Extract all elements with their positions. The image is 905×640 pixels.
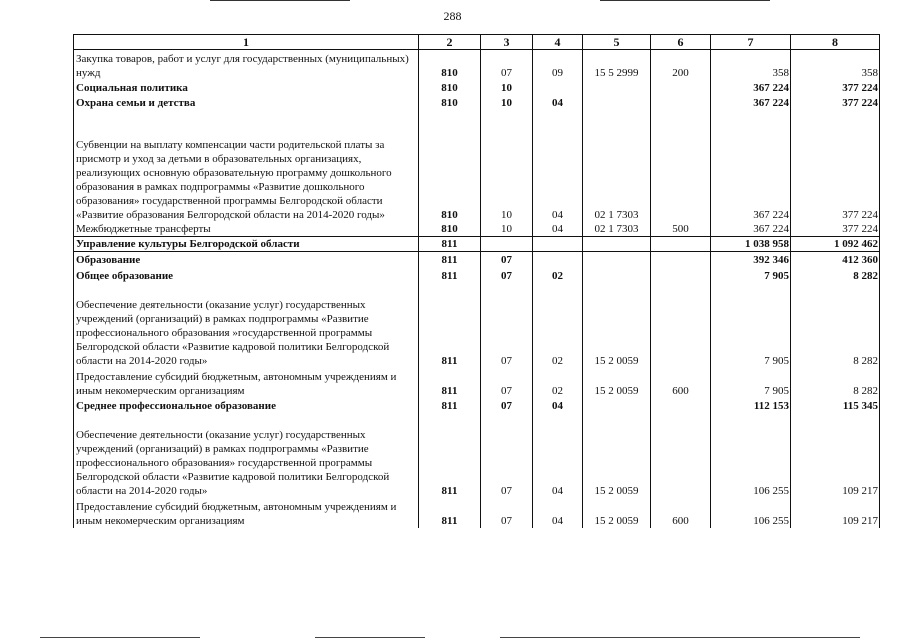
cell-amount-col8: 109 217 (791, 413, 880, 498)
budget-table-container (73, 34, 879, 528)
top-rule-right (600, 0, 770, 1)
cell-amount-col7: 358 (711, 50, 791, 80)
cell-amount-col8: 8 282 (791, 267, 880, 283)
cell-target-article (583, 80, 651, 95)
cell-expense-type (651, 398, 711, 413)
table-row (74, 252, 880, 267)
cell-target-article: 15 2 0059 (583, 283, 651, 368)
row-description: Общее образование (74, 267, 419, 283)
col-header-7: 7 (711, 35, 791, 50)
bottom-rule-right (500, 637, 860, 638)
cell-admin-code: 810 (419, 95, 481, 110)
cell-expense-type: 200 (651, 50, 711, 80)
table-row (74, 368, 880, 398)
cell-amount-col8: 377 224 (791, 80, 880, 95)
cell-amount-col7: 1 038 958 (711, 237, 791, 252)
cell-section (481, 237, 533, 252)
cell-amount-col7: 367 224 (711, 95, 791, 110)
budget-table (73, 34, 880, 528)
cell-expense-type (651, 283, 711, 368)
cell-admin-code: 811 (419, 398, 481, 413)
cell-expense-type (651, 110, 711, 222)
row-description: Образование (74, 252, 419, 267)
cell-target-article: 15 2 0059 (583, 413, 651, 498)
header-row (74, 35, 880, 50)
cell-amount-col8: 8 282 (791, 368, 880, 398)
cell-admin-code: 810 (419, 50, 481, 80)
cell-section: 10 (481, 110, 533, 222)
cell-subsection: 04 (533, 498, 583, 528)
cell-target-article (583, 237, 651, 252)
table-row (74, 222, 880, 237)
table-row (74, 95, 880, 110)
row-description: Обеспечение деятельности (оказание услуг) государственных учреждений (организаций) в рамках подпрограммы «Развитие профессионального образования» государственной программы Белгородской области «Развитие кадровой политики Белгородской области на 2014-2020 годы» (74, 413, 419, 498)
cell-section: 07 (481, 413, 533, 498)
cell-section: 10 (481, 95, 533, 110)
cell-amount-col8: 1 092 462 (791, 237, 880, 252)
cell-target-article: 15 2 0059 (583, 498, 651, 528)
table-body (74, 50, 880, 528)
cell-expense-type (651, 80, 711, 95)
cell-subsection: 02 (533, 283, 583, 368)
top-rule-left (210, 0, 350, 1)
cell-section: 07 (481, 498, 533, 528)
cell-expense-type: 500 (651, 222, 711, 237)
cell-subsection (533, 252, 583, 267)
cell-section: 07 (481, 283, 533, 368)
col-header-6: 6 (651, 35, 711, 50)
cell-amount-col8: 412 360 (791, 252, 880, 267)
cell-subsection: 04 (533, 95, 583, 110)
cell-amount-col8: 377 224 (791, 95, 880, 110)
row-description: Предоставление субсидий бюджетным, автономным учреждениям и иным некомерческим организациям (74, 498, 419, 528)
row-description: Предоставление субсидий бюджетным, автономным учреждениям и иным некомерческим организациям (74, 368, 419, 398)
cell-expense-type (651, 95, 711, 110)
table-row (74, 267, 880, 283)
cell-section: 07 (481, 267, 533, 283)
row-description: Субвенции на выплату компенсации части родительской платы за присмотр и уход за детьми в образовательных организациях, реализующих основную образовательную программу дошкольного образования в рамках подпрограммы «Развитие дошкольного образования» государственной программы Белгородской области «Развитие образования Белгородской области на 2014-2020 годы» (74, 110, 419, 222)
cell-expense-type: 600 (651, 368, 711, 398)
col-header-8: 8 (791, 35, 880, 50)
cell-amount-col8: 358 (791, 50, 880, 80)
col-header-2: 2 (419, 35, 481, 50)
table-row (74, 283, 880, 368)
cell-subsection (533, 237, 583, 252)
row-description: Закупка товаров, работ и услуг для государственных (муниципальных) нужд (74, 50, 419, 80)
cell-expense-type: 600 (651, 498, 711, 528)
row-description: Среднее профессиональное образование (74, 398, 419, 413)
cell-subsection (533, 80, 583, 95)
cell-amount-col7: 367 224 (711, 222, 791, 237)
cell-amount-col8: 109 217 (791, 498, 880, 528)
cell-target-article: 15 2 0059 (583, 368, 651, 398)
table-row (74, 110, 880, 222)
col-header-5: 5 (583, 35, 651, 50)
cell-expense-type (651, 252, 711, 267)
cell-admin-code: 811 (419, 252, 481, 267)
cell-admin-code: 811 (419, 413, 481, 498)
cell-amount-col8: 377 224 (791, 222, 880, 237)
cell-subsection: 04 (533, 413, 583, 498)
cell-subsection: 04 (533, 110, 583, 222)
col-header-3: 3 (481, 35, 533, 50)
cell-section: 07 (481, 398, 533, 413)
cell-admin-code: 810 (419, 222, 481, 237)
cell-amount-col7: 367 224 (711, 80, 791, 95)
cell-amount-col7: 7 905 (711, 283, 791, 368)
cell-amount-col8: 115 345 (791, 398, 880, 413)
cell-amount-col7: 106 255 (711, 413, 791, 498)
cell-subsection: 02 (533, 368, 583, 398)
cell-target-article (583, 398, 651, 413)
cell-amount-col7: 106 255 (711, 498, 791, 528)
cell-amount-col7: 112 153 (711, 398, 791, 413)
table-row (74, 50, 880, 80)
cell-section: 07 (481, 50, 533, 80)
cell-section: 07 (481, 252, 533, 267)
cell-target-article: 15 5 2999 (583, 50, 651, 80)
cell-section: 10 (481, 222, 533, 237)
col-header-4: 4 (533, 35, 583, 50)
cell-amount-col7: 367 224 (711, 110, 791, 222)
row-description: Межбюджетные трансферты (74, 222, 419, 237)
page-number: 288 (443, 9, 462, 23)
cell-target-article (583, 95, 651, 110)
cell-expense-type (651, 237, 711, 252)
cell-subsection: 02 (533, 267, 583, 283)
cell-expense-type (651, 267, 711, 283)
cell-target-article (583, 267, 651, 283)
cell-target-article: 02 1 7303 (583, 222, 651, 237)
cell-subsection: 09 (533, 50, 583, 80)
cell-admin-code: 811 (419, 267, 481, 283)
row-description: Охрана семьи и детства (74, 95, 419, 110)
cell-section: 10 (481, 80, 533, 95)
cell-section: 07 (481, 368, 533, 398)
cell-target-article: 02 1 7303 (583, 110, 651, 222)
cell-target-article (583, 252, 651, 267)
row-description: Социальная политика (74, 80, 419, 95)
cell-amount-col7: 7 905 (711, 368, 791, 398)
cell-admin-code: 811 (419, 498, 481, 528)
cell-admin-code: 810 (419, 110, 481, 222)
col-header-1: 1 (74, 35, 419, 50)
bottom-rule-middle (315, 637, 425, 638)
cell-admin-code: 811 (419, 237, 481, 252)
table-row (74, 413, 880, 498)
bottom-rule-left (40, 637, 200, 638)
cell-amount-col7: 392 346 (711, 252, 791, 267)
cell-amount-col8: 377 224 (791, 110, 880, 222)
cell-admin-code: 811 (419, 368, 481, 398)
table-row (74, 80, 880, 95)
cell-subsection: 04 (533, 222, 583, 237)
cell-admin-code: 810 (419, 80, 481, 95)
row-description: Управление культуры Белгородской области (74, 237, 419, 252)
cell-subsection: 04 (533, 398, 583, 413)
table-row (74, 498, 880, 528)
row-description: Обеспечение деятельности (оказание услуг) государственных учреждений (организаций) в рамках подпрограммы «Развитие профессионального образования »государственной программы Белгородской области «Развитие кадровой политики Белгородской области на 2014-2020 годы» (74, 283, 419, 368)
table-row (74, 398, 880, 413)
cell-admin-code: 811 (419, 283, 481, 368)
table-row (74, 237, 880, 252)
cell-expense-type (651, 413, 711, 498)
cell-amount-col7: 7 905 (711, 267, 791, 283)
cell-amount-col8: 8 282 (791, 283, 880, 368)
